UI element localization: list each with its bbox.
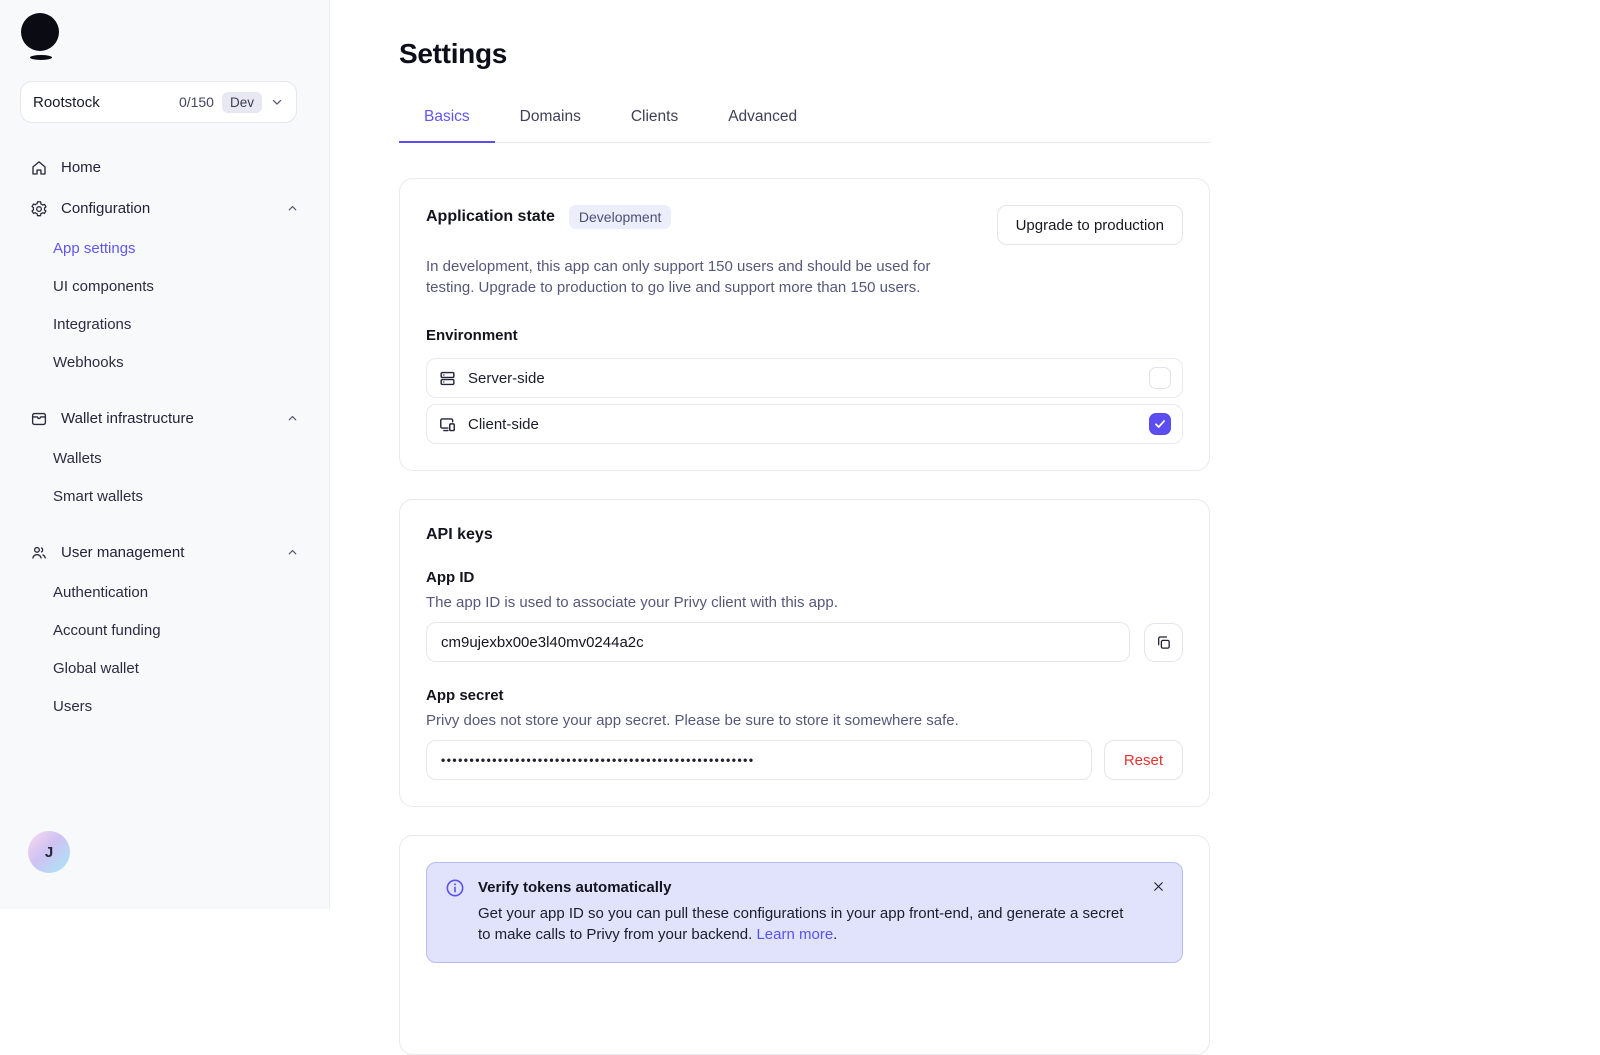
- close-icon[interactable]: [1151, 878, 1166, 894]
- upgrade-to-production-button[interactable]: Upgrade to production: [997, 205, 1183, 245]
- token-verification-card: [399, 835, 1210, 1055]
- api-keys-title: API keys: [426, 526, 493, 543]
- verify-tokens-banner: [426, 862, 1183, 963]
- app-secret-label: App secret: [426, 687, 504, 704]
- sidebar: [0, 0, 330, 909]
- sidebar-section-user-management[interactable]: User management: [0, 532, 329, 573]
- settings-tabs: [399, 102, 1210, 143]
- users-icon: [30, 544, 48, 562]
- sidebar-item-global-wallet[interactable]: Global wallet: [53, 659, 139, 677]
- chevron-up-icon: [286, 412, 299, 425]
- app-id-description: The app ID is used to associate your Privy client with this app.: [426, 594, 838, 611]
- tab-clients[interactable]: Clients: [630, 108, 679, 125]
- privy-logo-icon: [21, 13, 61, 60]
- chevron-down-icon: [270, 95, 284, 109]
- banner-title: Verify tokens automatically: [478, 879, 672, 896]
- devices-icon: [438, 415, 457, 434]
- check-icon: [1153, 417, 1167, 431]
- server-icon: [438, 369, 457, 388]
- app-secret-description: Privy does not store your app secret. Please be sure to store it somewhere safe.: [426, 712, 959, 729]
- application-state-title: Application state: [426, 208, 555, 225]
- sidebar-item-integrations[interactable]: Integrations: [53, 315, 132, 333]
- chevron-up-icon: [286, 546, 299, 559]
- application-state-card: [399, 178, 1210, 471]
- server-side-checkbox[interactable]: [1149, 367, 1171, 389]
- sidebar-item-ui-components[interactable]: UI components: [53, 277, 154, 295]
- home-icon: [30, 159, 48, 177]
- environment-label: Environment: [426, 327, 518, 344]
- sidebar-nav: [0, 147, 329, 725]
- copy-icon: [1155, 634, 1172, 651]
- sidebar-section-wallet-infrastructure[interactable]: Wallet infrastructure: [0, 398, 329, 439]
- sidebar-item-account-funding[interactable]: Account funding: [53, 621, 161, 639]
- sidebar-item-app-settings[interactable]: App settings: [53, 239, 136, 257]
- user-quota: 0/150: [178, 94, 214, 110]
- sidebar-item-home[interactable]: Home: [0, 147, 329, 188]
- wallet-icon: [30, 410, 48, 428]
- sidebar-item-authentication[interactable]: Authentication: [53, 583, 149, 601]
- sidebar-item-smart-wallets[interactable]: Smart wallets: [53, 487, 144, 505]
- info-icon: [445, 878, 465, 898]
- banner-body: Get your app ID so you can pull these configurations in your app front-end, and generate a secret to make calls to Privy from your backend. Learn more.: [478, 905, 1124, 943]
- app-secret-input[interactable]: [426, 740, 1092, 780]
- api-keys-card: [399, 499, 1210, 807]
- sidebar-item-webhooks[interactable]: Webhooks: [53, 353, 124, 371]
- server-side-option[interactable]: Server-side: [426, 358, 1183, 398]
- tab-advanced[interactable]: Advanced: [728, 108, 798, 125]
- workspace-name: Rootstock: [33, 93, 100, 111]
- sidebar-item-users[interactable]: Users: [53, 697, 93, 715]
- chevron-up-icon: [286, 202, 299, 215]
- sidebar-item-wallets[interactable]: Wallets: [53, 449, 102, 467]
- client-side-checkbox[interactable]: [1149, 413, 1171, 435]
- env-badge: Dev: [222, 92, 262, 113]
- workspace-selector[interactable]: [20, 81, 297, 123]
- copy-app-id-button[interactable]: [1144, 623, 1183, 662]
- app-id-label: App ID: [426, 569, 475, 586]
- tab-basics[interactable]: Basics: [399, 102, 495, 143]
- reset-secret-button[interactable]: Reset: [1104, 740, 1183, 780]
- tab-domains[interactable]: Domains: [519, 108, 581, 125]
- development-badge: Development: [569, 205, 672, 229]
- main-content: [330, 0, 1600, 943]
- application-state-description: In development, this app can only support 150 users and should be used for testing. Upgrade to production to go live and support more than 150 users.: [426, 258, 931, 296]
- client-side-option[interactable]: Client-side: [426, 404, 1183, 444]
- gear-icon: [30, 200, 48, 218]
- user-avatar[interactable]: J: [28, 831, 70, 873]
- sidebar-section-configuration[interactable]: Configuration: [0, 188, 329, 229]
- app-id-input[interactable]: [426, 622, 1130, 662]
- learn-more-link[interactable]: Learn more: [756, 926, 834, 943]
- page-title: Settings: [399, 38, 508, 69]
